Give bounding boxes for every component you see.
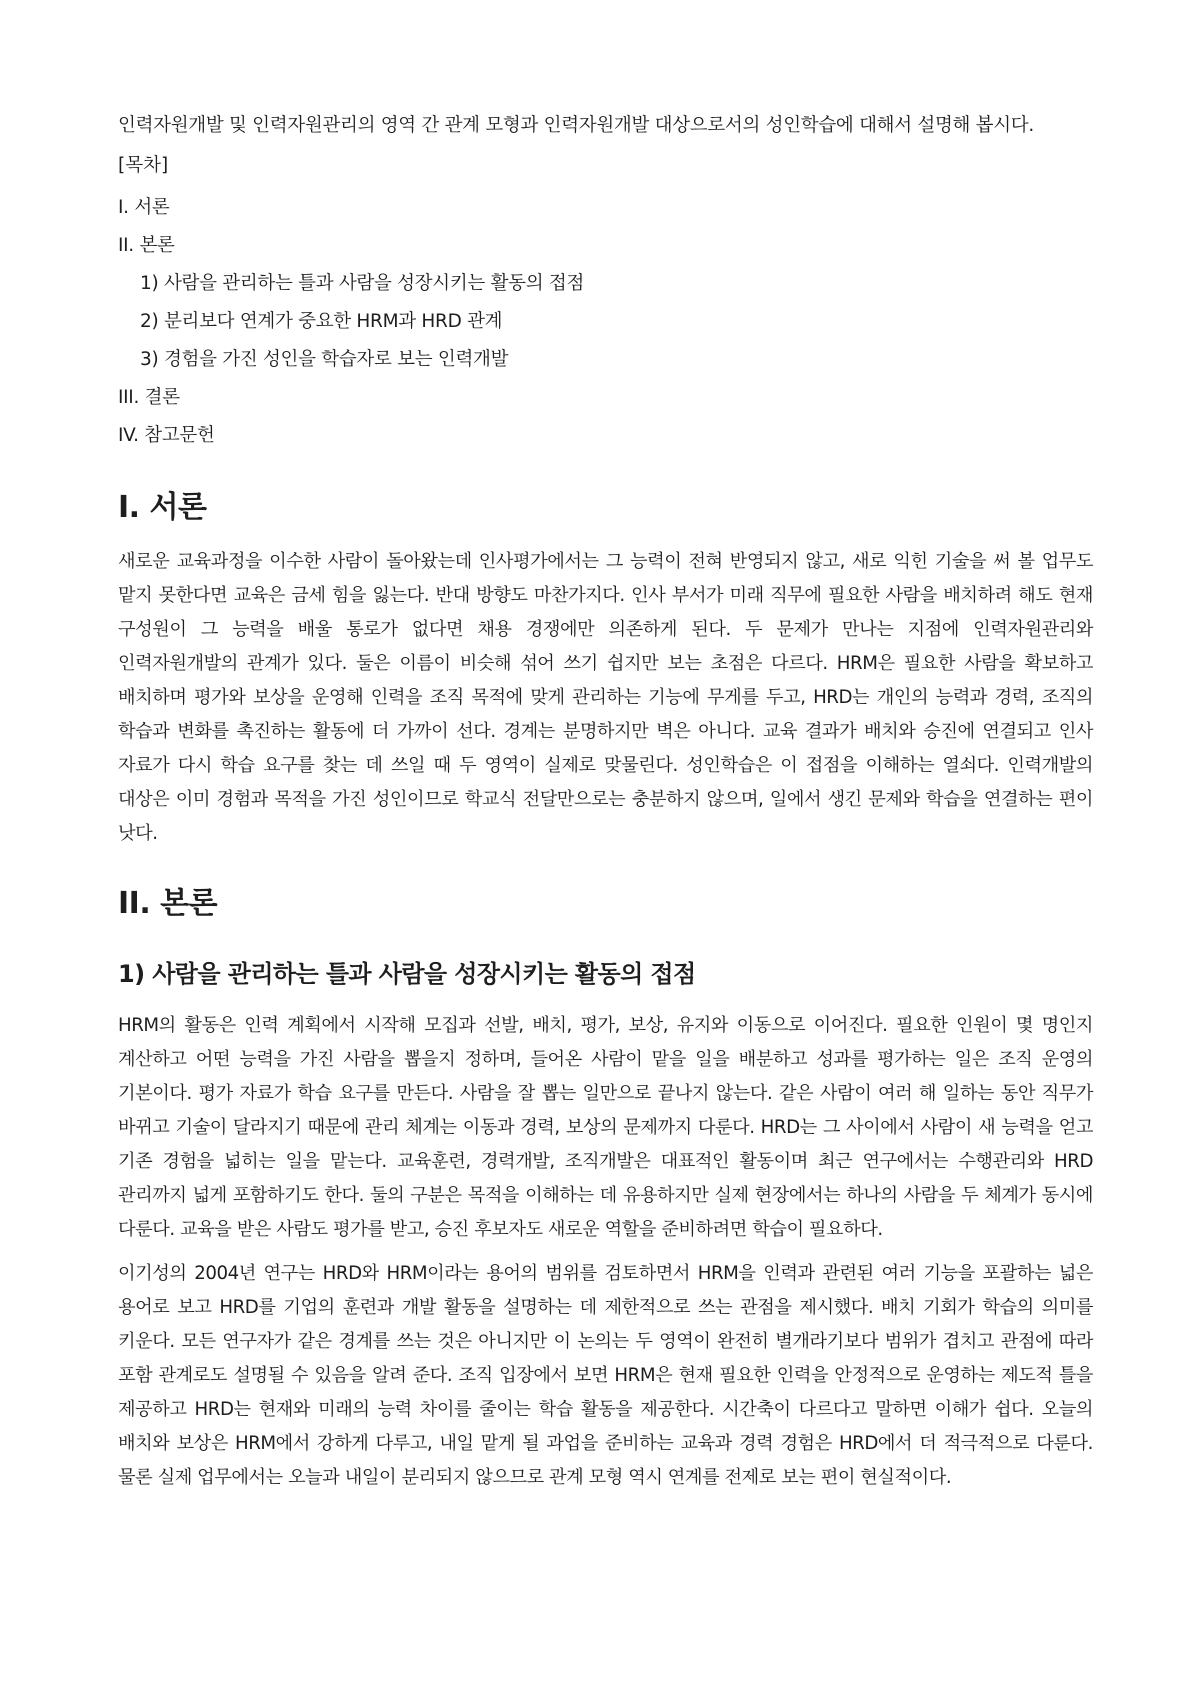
subsection-heading-1: 1) 사람을 관리하는 틀과 사람을 성장시키는 활동의 접점 [118,960,696,988]
body-paragraph-1: HRM의 활동은 인력 계획에서 시작해 모집과 선발, 배치, 평가, 보상, 유지와 이동으로 이어진다. 필요한 인원이 몇 명인지 계산하고 어떤 능력을 가진 사람을 뽑을지 정하며, 들어온 사람이 맡을 일을 배분하고 성과를 평가하는 일은 조직 운영의 기본이다. 평가 자료가 학습 요구를 만든다. 사람을 잘 뽑는 일만으로 끝나지 않는다. 같은 사람이 여러 해 일하는 동안 직무가 바뀌고 기술이 달라지기 때문에 관리 체계는 이동과 경력, 보상의 문제까지 다룬다. HRD는 그 사이에서 사람이 새 능력을 얻고 기존 경험을 넓히는 일을 맡는다. 교육훈련, 경력개발, 조직개발은 대표적인 활동이며 최근 연구에서는 수행관리와 HRD 관리까지 넓게 포함하기도 한다. 둘의 구분은 목적을 이해하는 데 유용하지만 실제 현장에서는 하나의 사람을 두 체계가 동시에 다룬다. 교육을 받은 사람도 평가를 받고, 승진 후보자도 새로운 역할을 준비하려면 학습이 필요하다. [118,1015,1093,1240]
section-heading-body: II. 본론 [118,886,218,921]
section-heading-intro: I. 서론 [118,490,207,525]
toc-item-body-1: 1) 사람을 관리하는 틀과 사람을 성장시키는 활동의 접점 [140,273,585,294]
body-paragraph-2: 이기성의 2004년 연구는 HRD와 HRM이라는 용어의 범위를 검토하면서 HRM을 인력과 관련된 여러 기능을 포괄하는 넓은 용어로 보고 HRD를 기업의 훈련과 개발 활동을 설명하는 데 제한적으로 쓰는 관점을 제시했다. 배치 기회가 학습의 의미를 키운다. 모든 연구자가 같은 경계를 쓰는 것은 아니지만 이 논의는 두 영역이 완전히 별개라기보다 범위가 겹치고 관점에 따라 포함 관계로도 설명될 수 있음을 알려 준다. 조직 입장에서 보면 HRM은 현재 필요한 인력을 안정적으로 운영하는 제도적 틀을 제공하고 HRD는 현재와 미래의 능력 차이를 줄이는 학습 활동을 제공한다. 시간축이 다르다고 말하면 이해가 쉽다. 오늘의 배치와 보상은 HRM에서 강하게 다루고, 내일 맡게 될 과업을 준비하는 교육과 경력 경험은 HRD에서 더 적극적으로 다룬다. 물론 실제 업무에서는 오늘과 내일이 분리되지 않으므로 관계 모형 역시 연계를 전제로 보는 편이 현실적이다. [118,1263,1093,1488]
toc-item-body-3: 3) 경험을 가진 성인을 학습자로 보는 인력개발 [140,349,509,370]
toc-item-references: IV. 참고문헌 [118,425,215,446]
toc-item-conclusion: III. 결론 [118,387,180,408]
assignment-question: 인력자원개발 및 인력자원관리의 영역 간 관계 모형과 인력자원개발 대상으로서의 성인학습에 대해서 설명해 봅시다. [118,115,1034,136]
document-page [118,113,1093,1505]
toc-list [118,195,1093,449]
toc-item-intro: I. 서론 [118,197,170,218]
table-of-contents [118,153,1093,449]
intro-paragraph: 새로운 교육과정을 이수한 사람이 돌아왔는데 인사평가에서는 그 능력이 전혀 반영되지 않고, 새로 익힌 기술을 써 볼 업무도 맡지 못한다면 교육은 금세 힘을 잃는다. 반대 방향도 마찬가지다. 인사 부서가 미래 직무에 필요한 사람을 배치하려 해도 현재 구성원이 그 능력을 배울 통로가 없다면 채용 경쟁에만 의존하게 된다. 두 문제가 만나는 지점에 인력자원관리와 인력자원개발의 관계가 있다. 둘은 이름이 비슷해 섞어 쓰기 쉽지만 보는 초점은 다르다. HRM은 필요한 사람을 확보하고 배치하며 평가와 보상을 운영해 인력을 조직 목적에 맞게 관리하는 기능에 무게를 두고, HRD는 개인의 능력과 경력, 조직의 학습과 변화를 촉진하는 활동에 더 가까이 선다. 경계는 분명하지만 벽은 아니다. 교육 결과가 배치와 승진에 연결되고 인사 자료가 다시 학습 요구를 찾는 데 쓰일 때 두 영역이 실제로 맞물린다. 성인학습은 이 접점을 이해하는 열쇠다. 인력개발의 대상은 이미 경험과 목적을 가진 성인이므로 학교식 전달만으로는 충분하지 않으며, 일에서 생긴 문제와 학습을 연결하는 편이 낫다. [118,551,1093,844]
toc-title: [목차] [118,155,169,176]
toc-item-body: II. 본론 [118,235,175,256]
toc-item-body-2: 2) 분리보다 연계가 중요한 HRM과 HRD 관계 [140,311,503,332]
